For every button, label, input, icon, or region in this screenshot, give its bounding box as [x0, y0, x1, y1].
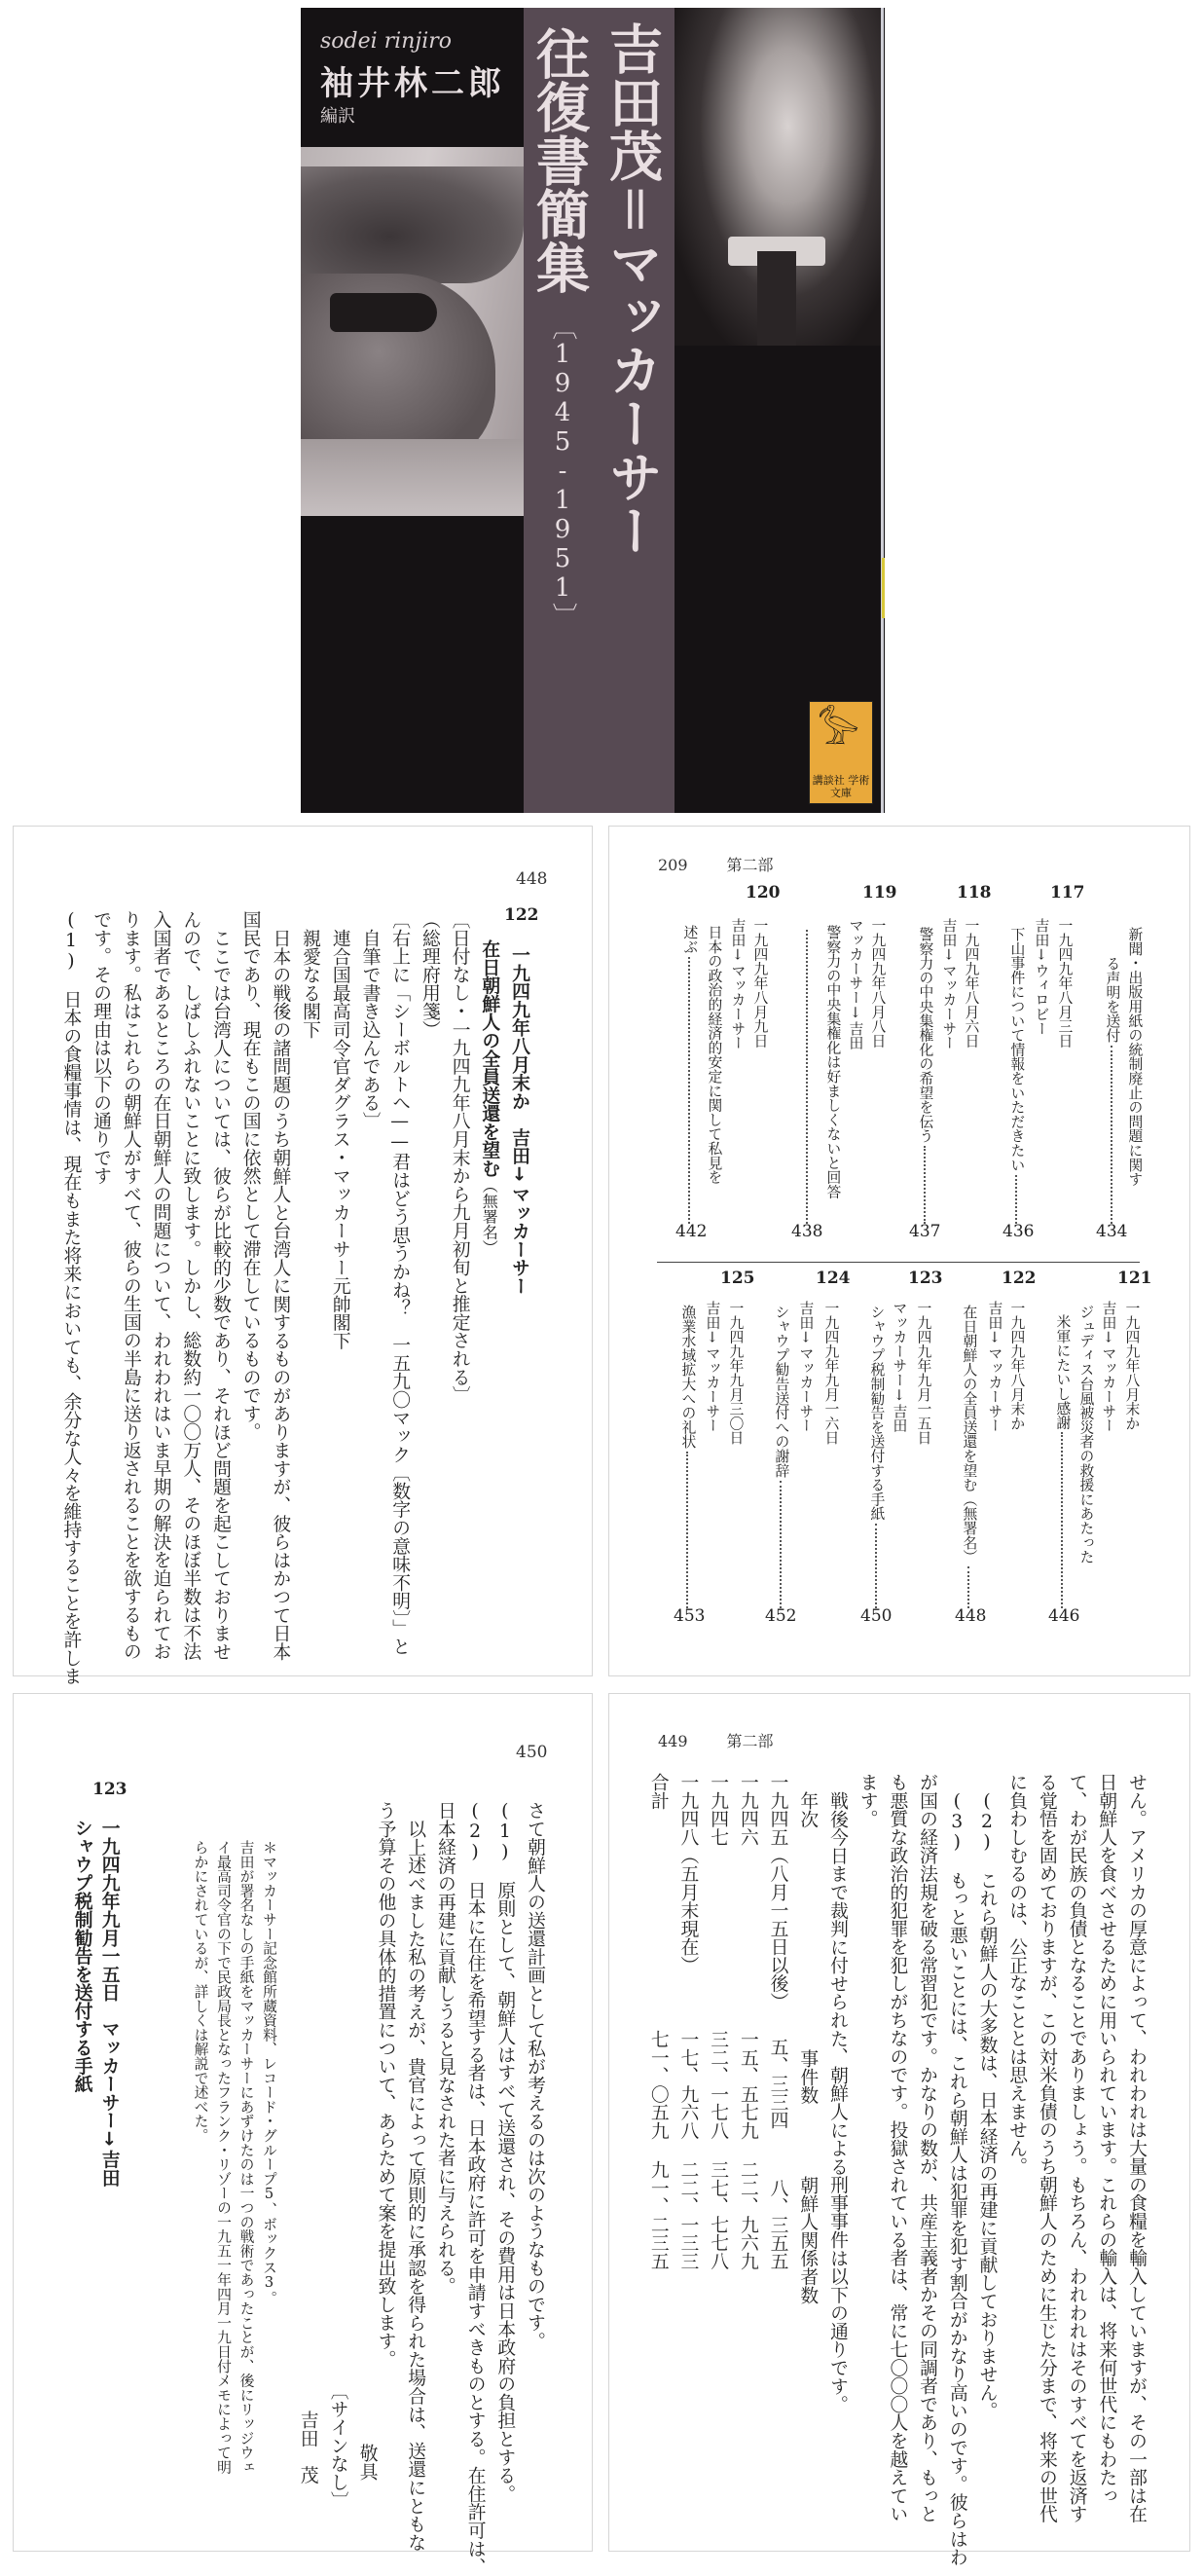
toc-date: 一九四九年八月八日 [869, 918, 887, 1049]
toc-route: マッカーサー↓吉田 [891, 1301, 908, 1433]
toc-title-col: る声明を送付 [1103, 956, 1120, 1224]
toc-title-col[interactable]: 日本の政治的経済的安定に関して私見を [706, 925, 723, 1185]
text-line: (1) 原則として、朝鮮人はすべて送還され、その費用は日本政府の負担とする。 [494, 1801, 516, 2503]
toc-title-col[interactable]: 在日朝鮮人の全員送還を望む（無署名） [960, 1305, 977, 1608]
text-line: (3) もっと悪いことには、これら朝鮮人は犯罪を犯す割合がかなり高いのです。彼らはわ [946, 1790, 967, 2566]
page-header [658, 853, 774, 875]
entry-title-line [474, 910, 504, 1685]
toc-number: 121 [1117, 1269, 1152, 1288]
toc-number: 119 [862, 883, 897, 902]
toc-route: 吉田↓ウィロビー [1033, 918, 1050, 1036]
table-row: 一九四八（五月末現在）一七、九六八二二、一三三 [677, 1773, 699, 2270]
publisher-logo-text: 講談社 学術文庫 [812, 773, 870, 799]
toc-title-col[interactable]: 漁業水域拡大への礼状 [678, 1305, 696, 1608]
dot-leader [875, 1524, 877, 1608]
page-448-text [55, 910, 533, 1685]
text-line: 〔右上に「シーボルトへ——君はどう思うかね？ 一五九〇マック〔数字の意味不明〕」と [389, 910, 411, 1656]
author-role: 編訳 [320, 106, 355, 127]
table-row: 一九四七三二、一七八三七、七七八 [708, 1773, 729, 2270]
toc-number: 120 [746, 883, 781, 902]
dot-leader [967, 1566, 969, 1608]
page-number: 450 [516, 1743, 548, 1762]
toc-route: 吉田↓マッカーサー [797, 1301, 815, 1433]
footnote [189, 1840, 280, 2474]
toc-route: マッカーサー↓吉田 [847, 918, 864, 1050]
toc-route: 吉田↓マッカーサー [1100, 1301, 1117, 1433]
toc-page[interactable]: 446 [1048, 1606, 1080, 1626]
toc-date: 一九四九年八月三日 [1056, 918, 1074, 1049]
entry-number: 122 [504, 905, 539, 925]
text-line: 日本経済の再建に貢献しうると見なされた者に与えられる。 [434, 1801, 456, 2296]
dot-leader [1061, 1432, 1063, 1608]
page-number: 209 [658, 856, 688, 874]
toc-page[interactable]: 448 [955, 1606, 987, 1626]
text-line: 日本の戦後の諸問題のうち朝鮮人と台湾人に関するものがありますが、彼らはかつて日本 [270, 928, 291, 1661]
toc-date: 一九四九年八月六日 [963, 918, 980, 1049]
book-cover [301, 8, 885, 813]
dot-leader [780, 1481, 782, 1608]
toc-title-col[interactable]: ジュディス台風被災者の救援にあたった [1077, 1305, 1095, 1564]
toc-title-col[interactable]: 述ぶ [680, 925, 698, 1224]
toc-date: 一九四九年九月三〇日 [727, 1301, 745, 1445]
text-line: んので、しばしふれないことに致します。しかし、総数約一〇〇万人、そのほぼ半数は不法 [180, 910, 201, 1661]
dot-leader [688, 957, 690, 1224]
header-year: 年次 [797, 1790, 819, 1828]
page-449-text [642, 1773, 1150, 2566]
page-header [658, 1729, 774, 1751]
footnote-line: らかにされているが、詳しくは解説で述べた。 [192, 1840, 209, 2143]
toc-number: 118 [957, 883, 992, 902]
toc-date: 一九四九年八月末か [1008, 1301, 1026, 1431]
author-name: 袖井林二郎 [320, 64, 505, 103]
table-row: 合計七一、〇五九九一、二三五 [647, 1773, 669, 2270]
toc-page[interactable]: 436 [1002, 1222, 1035, 1241]
text-line: 入国者であるところの在日朝鮮人の問題について、われわれはいま早期の解決を迫られてお [150, 910, 171, 1661]
yoshida-photo [674, 8, 881, 346]
header-cases: 事件数 [797, 2048, 819, 2105]
toc-date: 一九四九年九月一五日 [915, 1301, 932, 1445]
header-persons: 朝鮮人関係者数 [797, 2175, 819, 2304]
signature-note: 〔サインなし〕 [327, 2381, 348, 2510]
text-line: ここでは台湾人については、彼らが比較的少数であり、それほど問題を起こしておりませ [209, 928, 231, 1661]
toc-route: 吉田↓マッカーサー [704, 1301, 721, 1433]
toc-page[interactable]: 450 [860, 1606, 893, 1626]
toc-title-col[interactable]: 警察力の中央集権化の希望を伝う [916, 927, 933, 1224]
footnote-line: 吉田が署名なしの手紙をマッカーサーにあずけたのは一つの戦術であったことが、後にリッジウェ [237, 1840, 255, 2475]
spine-edge [881, 8, 884, 813]
dot-leader [1015, 1175, 1017, 1224]
cover-title-line1: 吉田茂＝マッカーサー [601, 21, 664, 557]
author-romanized: sodei rinjiro [320, 29, 453, 54]
text-line: 〔日付なし・一九四九年八月末から九月初旬と推定される〕 [449, 910, 470, 1405]
toc-date: 一九四九年八月九日 [751, 918, 769, 1049]
toc-page[interactable]: 453 [674, 1606, 706, 1626]
section-label: 第二部 [726, 856, 774, 874]
toc-number: 122 [1002, 1269, 1037, 1288]
publisher-logo [809, 701, 873, 804]
toc-title-col[interactable]: 米軍にたいし感謝 [1053, 1314, 1071, 1608]
text-line: ます。 [857, 1773, 878, 1828]
text-line: (2) 日本に在住を希望する者は、日本政府に許可を申請すべきものとする。在住許可は、 [464, 1801, 486, 2576]
text-line: う予算その他の具体的措置について、あらためて案を提出致します。 [375, 1801, 396, 2369]
entry-title: シャウプ税制勧告を送付する手紙 [71, 1819, 92, 2093]
text-line: 連合国最高司令官ダグラス・マッカーサー元帥閣下 [329, 928, 350, 1349]
text-line: 国民であり、現在もこの国に依然として滞在しているものです。 [239, 910, 261, 1441]
toc-page[interactable]: 434 [1096, 1222, 1128, 1241]
section-label: 第二部 [726, 1732, 774, 1750]
dot-leader [686, 1452, 688, 1608]
text-line: 戦後今日まで裁判に付せられた、朝鮮人による刑事事件は以下の通りです。 [826, 1790, 848, 2413]
page-number: 449 [658, 1732, 688, 1750]
toc-title-col[interactable]: 警察力の中央集権化は好ましくないと回答 [824, 925, 842, 1199]
text-line: です。その理由は以下の通りです [91, 910, 112, 1185]
text-line: 日朝鮮人を食べさせるために用いられています。これらの輸入は、将来何世代にもわたっ [1096, 1773, 1117, 2505]
text-line: せん。アメリカの厚意によって、われわれは大量の食糧を輸入していますが、その一部は在 [1126, 1773, 1147, 2523]
entry-title: 在日朝鮮人の全員送還を望む [479, 939, 500, 1178]
toc-page[interactable]: 437 [909, 1222, 941, 1241]
table-row: 一九四五（八月一五日以後）五、三三四八、三五五 [767, 1773, 788, 2270]
toc-leader-col [798, 927, 816, 1224]
footnote-line: イ最高司令官の下で民政局長となったフランク・リゾーの一九五一年四月一九日付メモによって明 [215, 1840, 232, 2475]
text-line: (1) 日本の食糧事情は、現在もまた将来においても、余分な人々を維持することを許しま [60, 910, 82, 1685]
page-450-text [370, 1801, 549, 2576]
dot-leader [1111, 1046, 1112, 1224]
entry-number: 123 [92, 1780, 128, 1799]
footnote-line: ＊マッカーサー記念館所蔵資料、レコード・グループ5、ボックス3。 [261, 1840, 277, 2305]
table-row: 一九四六一五、五七九二二、九六九 [737, 1773, 758, 2270]
text-line: （総理府用箋） [419, 910, 440, 1039]
toc-route: 吉田↓マッカーサー [940, 918, 958, 1050]
text-line: る覚悟を固めておりますが、この対米負債のうち朝鮮人のために生じた分まで、将来の世代 [1036, 1773, 1057, 2523]
toc-number: 124 [816, 1269, 851, 1288]
entry-heading: 一九四九年八月末か 吉田↓マッカーサー [509, 945, 529, 1296]
toc-date: 一九四九年九月一六日 [822, 1301, 840, 1445]
toc-title-col[interactable]: シャウプ勧告送付への謝辞 [772, 1305, 789, 1608]
cover-title-line2: 往復書簡集 [528, 26, 591, 294]
dot-leader [806, 930, 808, 1224]
toc-number: 125 [720, 1269, 755, 1288]
toc-number: 123 [908, 1269, 943, 1288]
toc-route: 吉田↓マッカーサー [729, 918, 747, 1050]
text-line: 以上述べました私の考えが、貴官によって原則的に承認を得られた場合は、送還にともな [405, 1819, 426, 2552]
text-line: (2) これら朝鮮人の大多数は、日本経済の再建に貢献しておりません。 [976, 1790, 998, 2420]
toc-title-col[interactable]: シャウプ税制勧告を送付する手紙 [867, 1305, 885, 1608]
entry-heading: 一九四九年九月一五日 マッカーサー↓吉田 [98, 1819, 120, 2188]
page-number: 448 [516, 869, 548, 889]
table-header-row [792, 1773, 822, 2566]
toc-date: 一九四九年八月末か [1123, 1301, 1141, 1431]
text-line: が国の経済法規を破る常習犯です。かなりの数が、共産主義者かその同調者であり、もっと [917, 1773, 938, 2523]
text-line: も悪質な政治的犯罪を犯しがちなのです。投獄されている者は、常に七〇〇〇人を越えてい [887, 1773, 908, 2523]
text-line: さて朝鮮人の送還計画として私が考えるのは次のようなものです。 [525, 1801, 545, 2350]
toc-divider [657, 1262, 1140, 1263]
toc-title-col[interactable]: 下山事件について情報をいただきたい [1007, 927, 1025, 1224]
text-line: 親愛なる閣下 [300, 928, 321, 1039]
text-line: 自筆で書き込んである〕 [359, 928, 381, 1130]
dot-leader [924, 1146, 926, 1224]
text-line: に負わしむるのは、公正なこととは思えません。 [1006, 1773, 1028, 2176]
text-line: て、わが民族の負債となることでありましょう。もちろん、われわれはそのすべてを返済す [1066, 1773, 1087, 2523]
text-line: ります。私はこれらの朝鮮人がすべて、彼らの生国の半島に送り返されることを欲するもの [120, 910, 141, 1661]
toc-page[interactable]: 452 [765, 1606, 797, 1626]
color-marker [882, 558, 885, 618]
signer: 吉田 茂 [297, 2410, 318, 2484]
cover-years: 〔1945-1951〕 [548, 314, 577, 628]
toc-page[interactable]: 442 [675, 1222, 708, 1241]
closing: 敬具 [356, 2444, 378, 2481]
macarthur-photo [301, 147, 524, 516]
ibis-icon: 𓅞 [818, 709, 860, 754]
toc-number: 117 [1050, 883, 1085, 902]
toc-route: 吉田↓マッカーサー [986, 1301, 1003, 1433]
entry-title-note: （無署名） [480, 1177, 499, 1256]
toc-page[interactable]: 438 [791, 1222, 823, 1241]
